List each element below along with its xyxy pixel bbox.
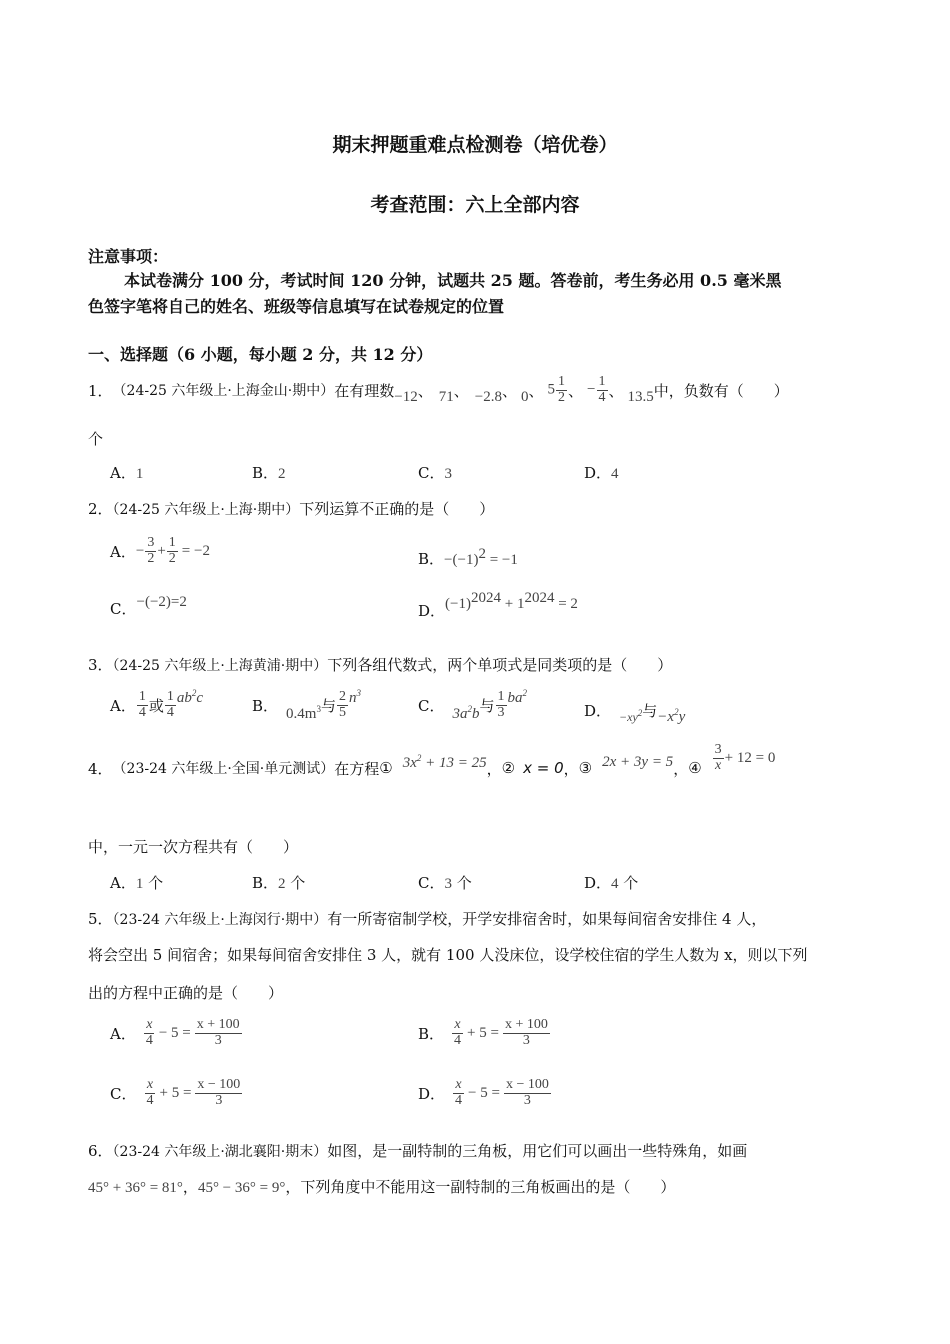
expression: + 1 bbox=[500, 596, 525, 612]
exponent: 3 bbox=[316, 703, 321, 714]
sign: − bbox=[135, 542, 145, 559]
option-value: 4 bbox=[611, 876, 619, 892]
equation: 2x + 3y = 5 bbox=[602, 753, 674, 770]
frac-numerator: x bbox=[455, 1077, 462, 1092]
page-title: 期末押题重难点检测卷（培优卷） bbox=[332, 134, 618, 156]
question-6-line-2 bbox=[88, 1176, 675, 1197]
option-unit: 个 bbox=[285, 874, 306, 892]
number-item: −12 bbox=[394, 388, 418, 405]
exponent: 3 bbox=[356, 687, 361, 698]
question-source: （23-24 六年级上·上海闵行·期中） bbox=[112, 912, 328, 928]
equation: 3x bbox=[402, 754, 417, 771]
question-text: 在方程 bbox=[334, 759, 380, 778]
circled-number: ① bbox=[379, 759, 393, 777]
frac-denominator: 4 bbox=[166, 704, 174, 720]
option-a[interactable] bbox=[110, 462, 143, 483]
term: c bbox=[196, 689, 204, 706]
equation: 45° + 36° = 81° bbox=[88, 1180, 183, 1196]
option-a[interactable] bbox=[110, 872, 163, 893]
term: ab bbox=[176, 689, 192, 706]
option-c[interactable] bbox=[110, 594, 187, 619]
exponent: 2 bbox=[416, 752, 422, 763]
term: ba bbox=[507, 689, 523, 706]
option-a[interactable] bbox=[110, 536, 210, 566]
frac-numerator: 3 bbox=[714, 741, 722, 757]
option-b[interactable] bbox=[252, 687, 361, 722]
option-value: 1 bbox=[135, 466, 144, 482]
question-1 bbox=[88, 372, 789, 408]
question-5 bbox=[88, 908, 766, 929]
option-label: B． bbox=[252, 464, 279, 482]
term: y bbox=[678, 709, 686, 725]
frac-denominator: 4 bbox=[454, 1032, 462, 1048]
frac-numerator: 1 bbox=[558, 373, 566, 389]
option-value: 4 bbox=[611, 466, 619, 482]
option-c[interactable] bbox=[110, 1078, 243, 1108]
question-text: 有一所寄宿制学校，开学安排宿舍时，如果每间宿舍安排住 4 人， bbox=[327, 910, 767, 928]
equation: 45° − 36° = 9° bbox=[197, 1180, 286, 1196]
option-a[interactable] bbox=[110, 1018, 243, 1048]
separator: 、 bbox=[417, 381, 433, 400]
option-label: B． bbox=[252, 874, 279, 892]
number-item: 71 bbox=[438, 388, 454, 405]
exponent: 2 bbox=[637, 708, 643, 718]
mixed-whole: 5 bbox=[547, 381, 556, 398]
frac-numerator: x bbox=[454, 1017, 461, 1032]
frac-denominator: 2 bbox=[558, 389, 566, 405]
frac-numerator: 1 bbox=[497, 689, 505, 704]
expression-rhs: = −1 bbox=[485, 552, 518, 568]
option-d[interactable] bbox=[418, 1078, 552, 1108]
option-unit: 个 bbox=[618, 874, 639, 892]
frac-denominator: 2 bbox=[147, 550, 155, 566]
frac-numerator: 1 bbox=[138, 689, 146, 704]
option-label: A． bbox=[110, 542, 136, 561]
separator: 、 bbox=[568, 381, 584, 400]
expression-rhs: = 2 bbox=[554, 596, 578, 612]
number-item: 0 bbox=[521, 388, 529, 405]
option-b[interactable] bbox=[418, 546, 518, 569]
question-5-line-2: 将会空出 5 间宿舍；如果每间宿舍安排住 3 人，就有 100 人没床位，设学校住宿的学生人数为 x，则以下列 bbox=[88, 946, 808, 964]
operator: − 5 = bbox=[158, 1024, 191, 1041]
option-d[interactable] bbox=[584, 872, 638, 893]
question-number: 6． bbox=[88, 1142, 113, 1160]
expression-rhs: = −2 bbox=[181, 542, 210, 559]
connector: 与 bbox=[320, 696, 336, 715]
separator: 、 bbox=[528, 381, 544, 400]
option-label: C． bbox=[110, 600, 137, 618]
separator: ， bbox=[673, 759, 689, 778]
option-value: 2 bbox=[278, 876, 286, 892]
frac-denominator: x bbox=[715, 757, 722, 773]
option-label: B． bbox=[418, 550, 445, 568]
mixed-number bbox=[548, 375, 569, 405]
option-label: A． bbox=[110, 464, 136, 482]
term: n bbox=[348, 689, 357, 706]
option-value: 3 bbox=[444, 876, 452, 892]
option-d[interactable] bbox=[418, 590, 578, 621]
option-label: B． bbox=[418, 1024, 445, 1043]
exponent: 2024 bbox=[524, 590, 555, 606]
frac-denominator: 4 bbox=[598, 389, 606, 405]
option-c[interactable] bbox=[418, 462, 452, 483]
option-d[interactable] bbox=[584, 462, 619, 483]
option-value: 2 bbox=[278, 466, 286, 482]
option-d[interactable] bbox=[584, 700, 686, 725]
option-unit: 个 bbox=[143, 874, 164, 892]
exponent: 2 bbox=[522, 687, 527, 698]
equation: + 13 = 25 bbox=[421, 754, 487, 771]
frac-numerator: 3 bbox=[147, 535, 155, 550]
question-source: （24-25 六年级上·上海黄浦·期中） bbox=[112, 658, 328, 674]
exponent: 2 bbox=[467, 703, 472, 714]
operator: + 5 = bbox=[159, 1084, 192, 1101]
question-5-line-3: 出的方程中正确的是（ ） bbox=[88, 984, 284, 1002]
question-1-line-2: 个 bbox=[88, 430, 104, 448]
option-label: A． bbox=[110, 874, 136, 892]
frac-denominator: 5 bbox=[338, 704, 346, 720]
frac-numerator: x − 100 bbox=[505, 1077, 549, 1092]
question-text: 下列各组代数式，两个单项式是同类项的是（ ） bbox=[327, 656, 673, 674]
operator: − 5 = bbox=[468, 1084, 500, 1101]
option-c[interactable] bbox=[418, 687, 527, 722]
circled-number: ③ bbox=[578, 759, 593, 777]
connector: 或 bbox=[148, 696, 164, 715]
separator: 、 bbox=[502, 381, 518, 400]
option-b[interactable] bbox=[252, 872, 305, 893]
option-value: 1 bbox=[135, 876, 144, 892]
term: 0.4m bbox=[286, 705, 317, 722]
question-number: 5． bbox=[88, 910, 113, 928]
term: b bbox=[471, 705, 480, 722]
equation: x = 0 bbox=[523, 759, 564, 777]
question-number: 4． bbox=[88, 759, 113, 778]
separator: ， bbox=[563, 759, 579, 778]
frac-numerator: 1 bbox=[168, 535, 176, 550]
expression: (−1) bbox=[445, 596, 471, 612]
option-label: D． bbox=[584, 874, 612, 892]
question-text: 在有理数 bbox=[334, 381, 395, 400]
option-label: C． bbox=[418, 874, 445, 892]
number-item: 13.5 bbox=[627, 388, 654, 405]
term: 3a bbox=[452, 705, 468, 722]
frac-denominator: 4 bbox=[138, 704, 146, 720]
question-source: （24-25 六年级上·上海·期中） bbox=[112, 502, 300, 518]
frac-denominator: 3 bbox=[214, 1032, 222, 1048]
frac-numerator: x + 100 bbox=[504, 1017, 548, 1032]
circled-number: ④ bbox=[688, 759, 702, 777]
negative-fraction bbox=[587, 375, 608, 405]
page-subtitle: 考查范围：六上全部内容 bbox=[370, 194, 580, 216]
question-3 bbox=[88, 654, 672, 675]
term: −x bbox=[657, 709, 675, 725]
frac-numerator: x + 100 bbox=[196, 1017, 240, 1032]
option-b[interactable] bbox=[252, 462, 286, 483]
frac-numerator: 1 bbox=[598, 373, 606, 389]
question-text: 下列运算不正确的是（ ） bbox=[299, 500, 495, 518]
expression: −(−2)=2 bbox=[136, 594, 187, 610]
notice-heading: 注意事项： bbox=[88, 247, 169, 266]
frac-denominator: 4 bbox=[145, 1032, 153, 1048]
question-4-line-2: 中，一元一次方程共有（ ） bbox=[88, 838, 299, 856]
frac-numerator: 2 bbox=[338, 689, 346, 704]
frac-denominator: 4 bbox=[455, 1092, 463, 1108]
separator: ， bbox=[182, 1178, 198, 1196]
frac-numerator: 1 bbox=[166, 689, 174, 704]
question-6 bbox=[88, 1140, 747, 1161]
frac-denominator: 2 bbox=[168, 550, 176, 566]
operator: + 5 = bbox=[467, 1024, 499, 1041]
option-c[interactable] bbox=[418, 872, 472, 893]
option-label: D． bbox=[584, 702, 612, 720]
frac-denominator: 3 bbox=[215, 1092, 223, 1108]
option-label: C． bbox=[418, 696, 445, 715]
question-source: （23-24 六年级上·全国·单元测试） bbox=[112, 761, 335, 777]
exponent: 2024 bbox=[470, 590, 501, 606]
question-4 bbox=[88, 741, 776, 788]
option-label: C． bbox=[418, 464, 445, 482]
sign: − bbox=[587, 381, 596, 398]
expression: −(−1) bbox=[444, 552, 479, 568]
operator: + bbox=[157, 542, 166, 559]
number-item: −2.8 bbox=[474, 388, 502, 405]
frac-denominator: 3 bbox=[522, 1032, 530, 1048]
separator: ， bbox=[486, 759, 502, 778]
option-label: A． bbox=[110, 696, 136, 715]
notice-line-1: 本试卷满分 100 分，考试时间 120 分钟，试题共 25 题。答卷前，考生务必用 0.5 毫米黑 bbox=[124, 271, 782, 290]
option-label: D． bbox=[418, 602, 446, 620]
frac-numerator: x − 100 bbox=[197, 1077, 241, 1092]
question-number: 2． bbox=[88, 500, 113, 518]
question-text: ，下列角度中不能用这一副特制的三角板画出的是（ ） bbox=[285, 1178, 676, 1196]
option-label: C． bbox=[110, 1084, 137, 1103]
option-label: B． bbox=[252, 696, 279, 715]
frac-numerator: x bbox=[146, 1017, 153, 1032]
question-number: 1． bbox=[88, 381, 113, 400]
option-unit: 个 bbox=[451, 874, 472, 892]
frac-denominator: 4 bbox=[146, 1092, 154, 1108]
connector: 与 bbox=[479, 696, 495, 715]
connector: 与 bbox=[642, 702, 658, 720]
equation: + 12 = 0 bbox=[724, 749, 776, 766]
frac-denominator: 3 bbox=[497, 704, 505, 720]
frac-denominator: 3 bbox=[523, 1092, 531, 1108]
circled-number: ② bbox=[501, 759, 516, 777]
term: −xy bbox=[619, 710, 638, 724]
exponent: 2 bbox=[478, 546, 486, 562]
question-tail: 中，负数有（ ） bbox=[653, 381, 789, 400]
option-label: D． bbox=[584, 464, 612, 482]
option-label: D． bbox=[418, 1084, 446, 1103]
question-text: 如图，是一副特制的三角板，用它们可以画出一些特殊角，如画 bbox=[327, 1142, 748, 1160]
question-source: （23-24 六年级上·湖北襄阳·期末） bbox=[112, 1144, 328, 1160]
question-source: （24-25 六年级上·上海金山·期中） bbox=[112, 383, 335, 399]
section-heading: 一、选择题（6 小题，每小题 2 分，共 12 分） bbox=[88, 345, 433, 364]
option-value: 3 bbox=[444, 466, 452, 482]
frac-numerator: x bbox=[146, 1077, 154, 1092]
option-a[interactable] bbox=[110, 687, 204, 720]
exponent: 2 bbox=[191, 687, 197, 698]
option-b[interactable] bbox=[418, 1018, 551, 1048]
exponent: 2 bbox=[674, 707, 679, 717]
question-2 bbox=[88, 498, 494, 519]
separator: 、 bbox=[453, 381, 469, 400]
separator: 、 bbox=[608, 381, 624, 400]
question-number: 3． bbox=[88, 656, 113, 674]
option-label: A． bbox=[110, 1024, 136, 1043]
notice-line-2: 色签字笔将自己的姓名、班级等信息填写在试卷规定的位置 bbox=[88, 297, 505, 316]
